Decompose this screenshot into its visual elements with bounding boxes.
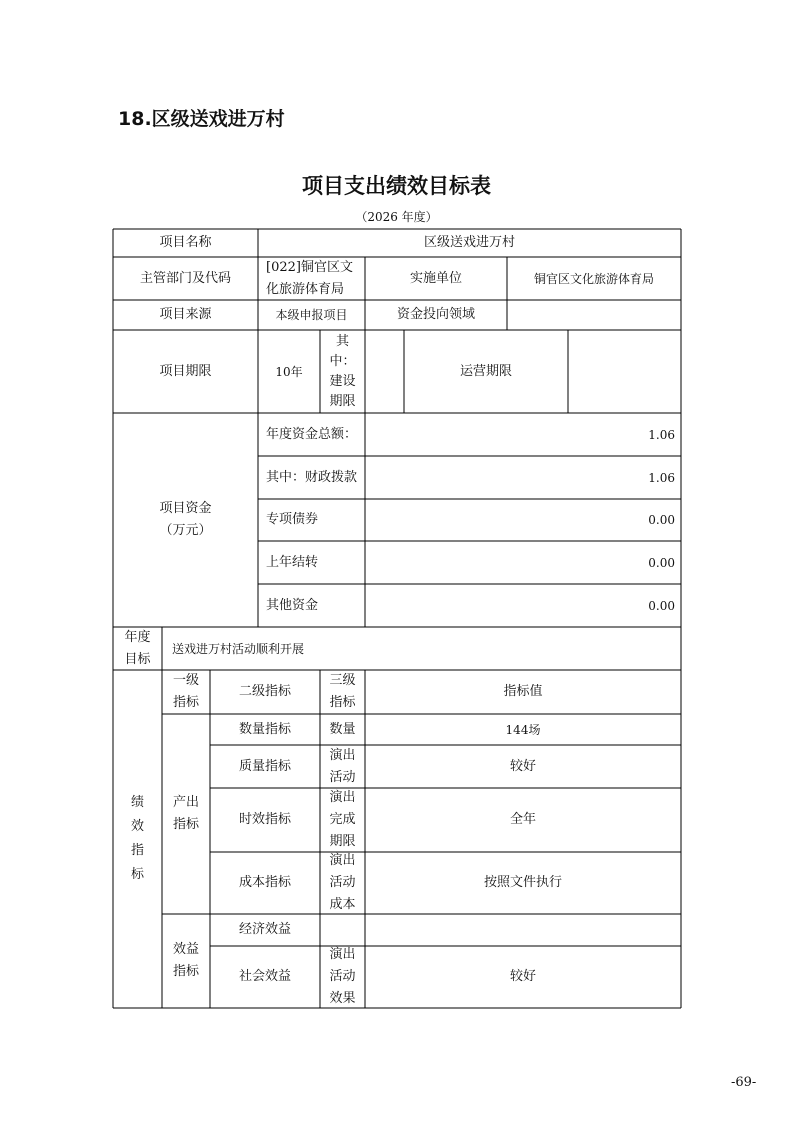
indicator-header-lv1: 一级指标 bbox=[172, 673, 199, 710]
indicator-value: 144场 bbox=[505, 722, 541, 737]
period-label: 项目期限 bbox=[159, 363, 212, 379]
indicator-value: 全年 bbox=[509, 812, 536, 827]
funds-item-value: 0.00 bbox=[648, 513, 675, 527]
benefit-indicators-label: 效益指标 bbox=[172, 942, 199, 979]
funds-item-value: 1.06 bbox=[648, 470, 675, 485]
indicator-value bbox=[365, 914, 681, 946]
section-title: 18.区级送戏进万村 bbox=[118, 108, 285, 130]
funds-item-label: 年度资金总额： bbox=[266, 426, 358, 442]
indicator-lv2: 成本指标 bbox=[238, 875, 291, 890]
invest-field-value bbox=[507, 300, 681, 330]
indicator-lv2: 经济效益 bbox=[238, 922, 291, 937]
indicator-lv3: 演出活动 bbox=[329, 747, 356, 785]
indicator-lv3: 数量 bbox=[329, 721, 356, 737]
funds-item-value: 0.00 bbox=[648, 555, 675, 570]
indicator-value: 较好 bbox=[509, 969, 536, 984]
indicator-lv2: 社会效益 bbox=[238, 969, 291, 984]
indicator-header-value: 指标值 bbox=[503, 684, 543, 699]
dept-value: [022]铜官区文化旅游体育局 bbox=[266, 259, 353, 297]
op-period-label: 运营期限 bbox=[459, 363, 512, 379]
funds-label: 项目资金（万元） bbox=[159, 501, 212, 538]
indicator-lv2: 数量指标 bbox=[238, 721, 291, 737]
period-value: 10年 bbox=[275, 364, 303, 379]
indicator-header-lv2: 二级指标 bbox=[238, 684, 291, 699]
indicator-lv2: 时效指标 bbox=[238, 812, 291, 827]
project-name-label: 项目名称 bbox=[159, 235, 212, 250]
funds-item-label: 上年结转 bbox=[266, 554, 319, 570]
indicator-header-lv3: 三级指标 bbox=[329, 673, 356, 710]
indicator-lv3: 演出活动效果 bbox=[329, 947, 356, 1006]
table-year: （2026 年度） bbox=[355, 210, 438, 224]
op-period-value bbox=[568, 330, 681, 413]
dept-label: 主管部门及代码 bbox=[139, 270, 231, 286]
source-label: 项目来源 bbox=[159, 307, 212, 322]
funds-item-label: 专项债券 bbox=[266, 512, 319, 527]
indicator-lv3 bbox=[320, 914, 365, 946]
annual-goal-label: 年度目标 bbox=[124, 629, 151, 667]
build-period-value bbox=[365, 330, 404, 413]
funds-item-label: 其中：财政拨款 bbox=[266, 469, 358, 485]
project-name-value: 区级送戏进万村 bbox=[423, 235, 515, 250]
page-number: -69- bbox=[731, 1075, 757, 1090]
annual-goal-value: 送戏进万村活动顺利开展 bbox=[172, 641, 305, 656]
indicators-label: 绩效指标 bbox=[130, 795, 144, 882]
funds-item-value: 0.00 bbox=[648, 598, 675, 613]
funds-item-value: 1.06 bbox=[648, 427, 675, 442]
indicator-value: 较好 bbox=[509, 758, 536, 774]
funds-item-label: 其他资金 bbox=[266, 597, 319, 613]
indicator-lv2: 质量指标 bbox=[238, 758, 291, 774]
indicator-lv3: 演出活动成本 bbox=[329, 853, 356, 912]
output-indicators-label: 产出指标 bbox=[172, 795, 199, 832]
source-value: 本级申报项目 bbox=[275, 308, 348, 322]
invest-field-label: 资金投向领域 bbox=[396, 307, 475, 322]
table-title: 项目支出绩效目标表 bbox=[302, 174, 491, 198]
build-period-label: 其中：建设期限 bbox=[329, 333, 356, 409]
impl-unit-label: 实施单位 bbox=[409, 270, 462, 286]
indicator-value: 按照文件执行 bbox=[483, 875, 562, 890]
impl-unit-value: 铜官区文化旅游体育局 bbox=[533, 271, 654, 286]
indicator-lv3: 演出完成期限 bbox=[329, 790, 356, 849]
